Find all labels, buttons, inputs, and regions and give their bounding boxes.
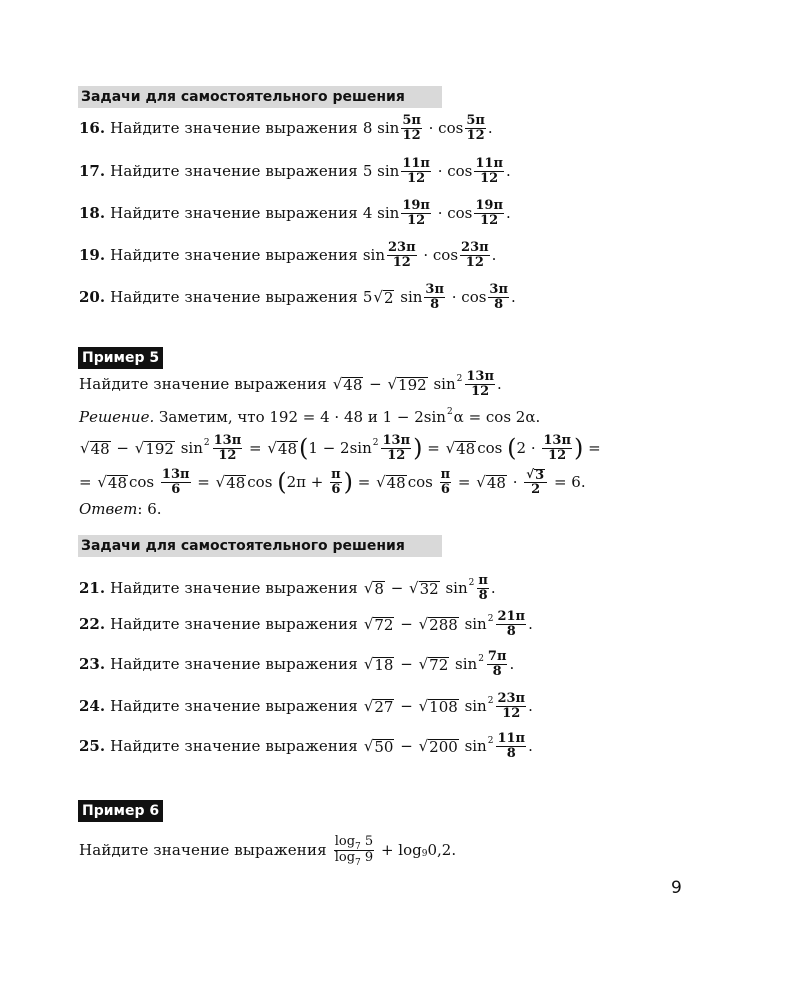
task-number: 19. [79, 246, 106, 264]
task-number: 17. [79, 162, 106, 180]
example-prompt: Найдите значение выражения [79, 841, 327, 859]
fraction: $\frac{23\pi}{12}$ [461, 239, 489, 270]
task-prompt: Найдите значение выражения [110, 697, 358, 715]
example-5-badge: Пример 5 [78, 347, 163, 369]
fraction: $\frac{3\pi}{8}$ [489, 281, 508, 312]
task-prompt: Найдите значение выражения [110, 579, 358, 597]
task-17: 17. Найдите значение выражения 5 sin $\frac{11\pi}{12}$ · cos $\frac{11\pi}{12}$ . [79, 155, 511, 186]
task-19: 19. Найдите значение выражения sin $\frac{23\pi}{12}$ · cos $\frac{23\pi}{12}$ . [79, 239, 497, 270]
task-18: 18. Найдите значение выражения 4 sin $\frac{19\pi}{12}$ · cos $\frac{19\pi}{12}$ . [79, 197, 511, 228]
task-number: 22. [79, 615, 106, 633]
task-prompt: Найдите значение выражения [110, 162, 358, 180]
coefficient: 4 [362, 204, 373, 222]
task-number: 18. [79, 204, 106, 222]
task-prompt: Найдите значение выражения [110, 615, 358, 633]
example-5-solution-line-3: = √ 48 cos $\frac{13\pi}{6}$ = √ 48 cos ( 2π + $\frac{\pi}{6}$ ) = √ 48 cos $\frac{\pi}{6}$ = √ 48 · √ 3 2 = 6. [79, 466, 586, 497]
example-5-answer: Ответ : 6. [79, 500, 162, 518]
answer-label: Ответ [79, 500, 138, 518]
task-prompt: Найдите значение выражения [110, 288, 358, 306]
fraction: $\frac{5\pi}{12}$ [466, 112, 485, 143]
square-root: √ 2 [373, 288, 394, 307]
square-root: √ 192 [387, 375, 427, 394]
answer-value: 6. [147, 500, 162, 518]
example-5-solution-intro: Решение. Заметим, что 192 = 4 · 48 и 1 − 2sin 2 α = cos 2α. [79, 407, 541, 426]
task-24: 24. Найдите значение выражения √ 27 − √ 108 sin 2 $\frac{23\pi}{12}$ . [79, 690, 533, 721]
section-heading-self-study-1: Задачи для самостоятельного решения [78, 86, 442, 108]
task-prompt: Найдите значение выражения [110, 119, 358, 137]
fraction: $\frac{5\pi}{12}$ [402, 112, 421, 143]
fraction: $\frac{11\pi}{12}$ [475, 155, 503, 186]
task-number: 24. [79, 697, 106, 715]
task-prompt: Найдите значение выражения [110, 655, 358, 673]
task-prompt: Найдите значение выражения [110, 737, 358, 755]
task-number: 23. [79, 655, 106, 673]
solution-tail: α = cos 2α. [453, 408, 541, 426]
page-number: 9 [671, 878, 682, 898]
fraction: $\frac{19\pi}{12}$ [402, 197, 430, 228]
fraction: $\frac{23\pi}{12}$ [387, 239, 416, 270]
task-16: 16. Найдите значение выражения 8 sin $\frac{5\pi}{12}$ · cos $\frac{5\pi}{12}$ . [79, 112, 493, 143]
coefficient: 5 [362, 162, 373, 180]
square-root: √ 48 [332, 375, 363, 394]
example-5-solution-line-2: √ 48 − √ 192 sin 2 $\frac{13\pi}{12}$ = √ 48 ( 1 − 2sin 2 $\frac{13\pi}{12}$ ) = √ 48 cos ( 2 · $\frac{13\pi}{12}$ ) = [80, 432, 601, 463]
solution-label: Решение. [79, 408, 155, 426]
fraction: $\frac{19\pi}{12}$ [475, 197, 503, 228]
example-6-statement: Найдите значение выражения $\frac{\log_7 5}{\log_7 9}$ + log 9 0,2. [79, 833, 457, 868]
task-number: 20. [79, 288, 106, 306]
task-22: 22. Найдите значение выражения √ 72 − √ 288 sin 2 $\frac{21\pi}{8}$ . [79, 608, 533, 639]
fraction: $\frac{11\pi}{12}$ [402, 155, 430, 186]
log-fraction: $\frac{\log_7 5}{\log_7 9}$ [334, 833, 374, 868]
coefficient: 8 [362, 119, 373, 137]
task-number: 25. [79, 737, 106, 755]
task-23: 23. Найдите значение выражения √ 18 − √ 72 sin 2 $\frac{7\pi}{8}$ . [79, 648, 515, 679]
task-prompt: Найдите значение выражения [110, 246, 358, 264]
example-prompt: Найдите значение выражения [79, 375, 327, 393]
section-heading-self-study-2: Задачи для самостоятельного решения [78, 535, 442, 557]
solution-text: Заметим, что 192 = 4 · 48 и 1 − 2sin [159, 408, 446, 426]
coefficient: 5 [362, 288, 373, 306]
example-6-badge: Пример 6 [78, 800, 163, 822]
fraction: $\frac{3\pi}{8}$ [425, 281, 444, 312]
task-number: 16. [79, 119, 106, 137]
task-25: 25. Найдите значение выражения √ 50 − √ 200 sin 2 $\frac{11\pi}{8}$ . [79, 730, 533, 761]
task-20: 20. Найдите значение выражения 5 √ 2 sin $\frac{3\pi}{8}$ · cos $\frac{3\pi}{8}$ . [79, 281, 516, 312]
fraction: $\frac{13\pi}{12}$ [466, 368, 494, 399]
example-5-statement: Найдите значение выражения √ 48 − √ 192 sin 2 $\frac{13\pi}{12}$ . [79, 368, 502, 399]
task-number: 21. [79, 579, 106, 597]
task-prompt: Найдите значение выражения [110, 204, 358, 222]
task-21: 21. Найдите значение выражения √ 8 − √ 32 sin 2 $\frac{\pi}{8}$ . [79, 572, 496, 603]
